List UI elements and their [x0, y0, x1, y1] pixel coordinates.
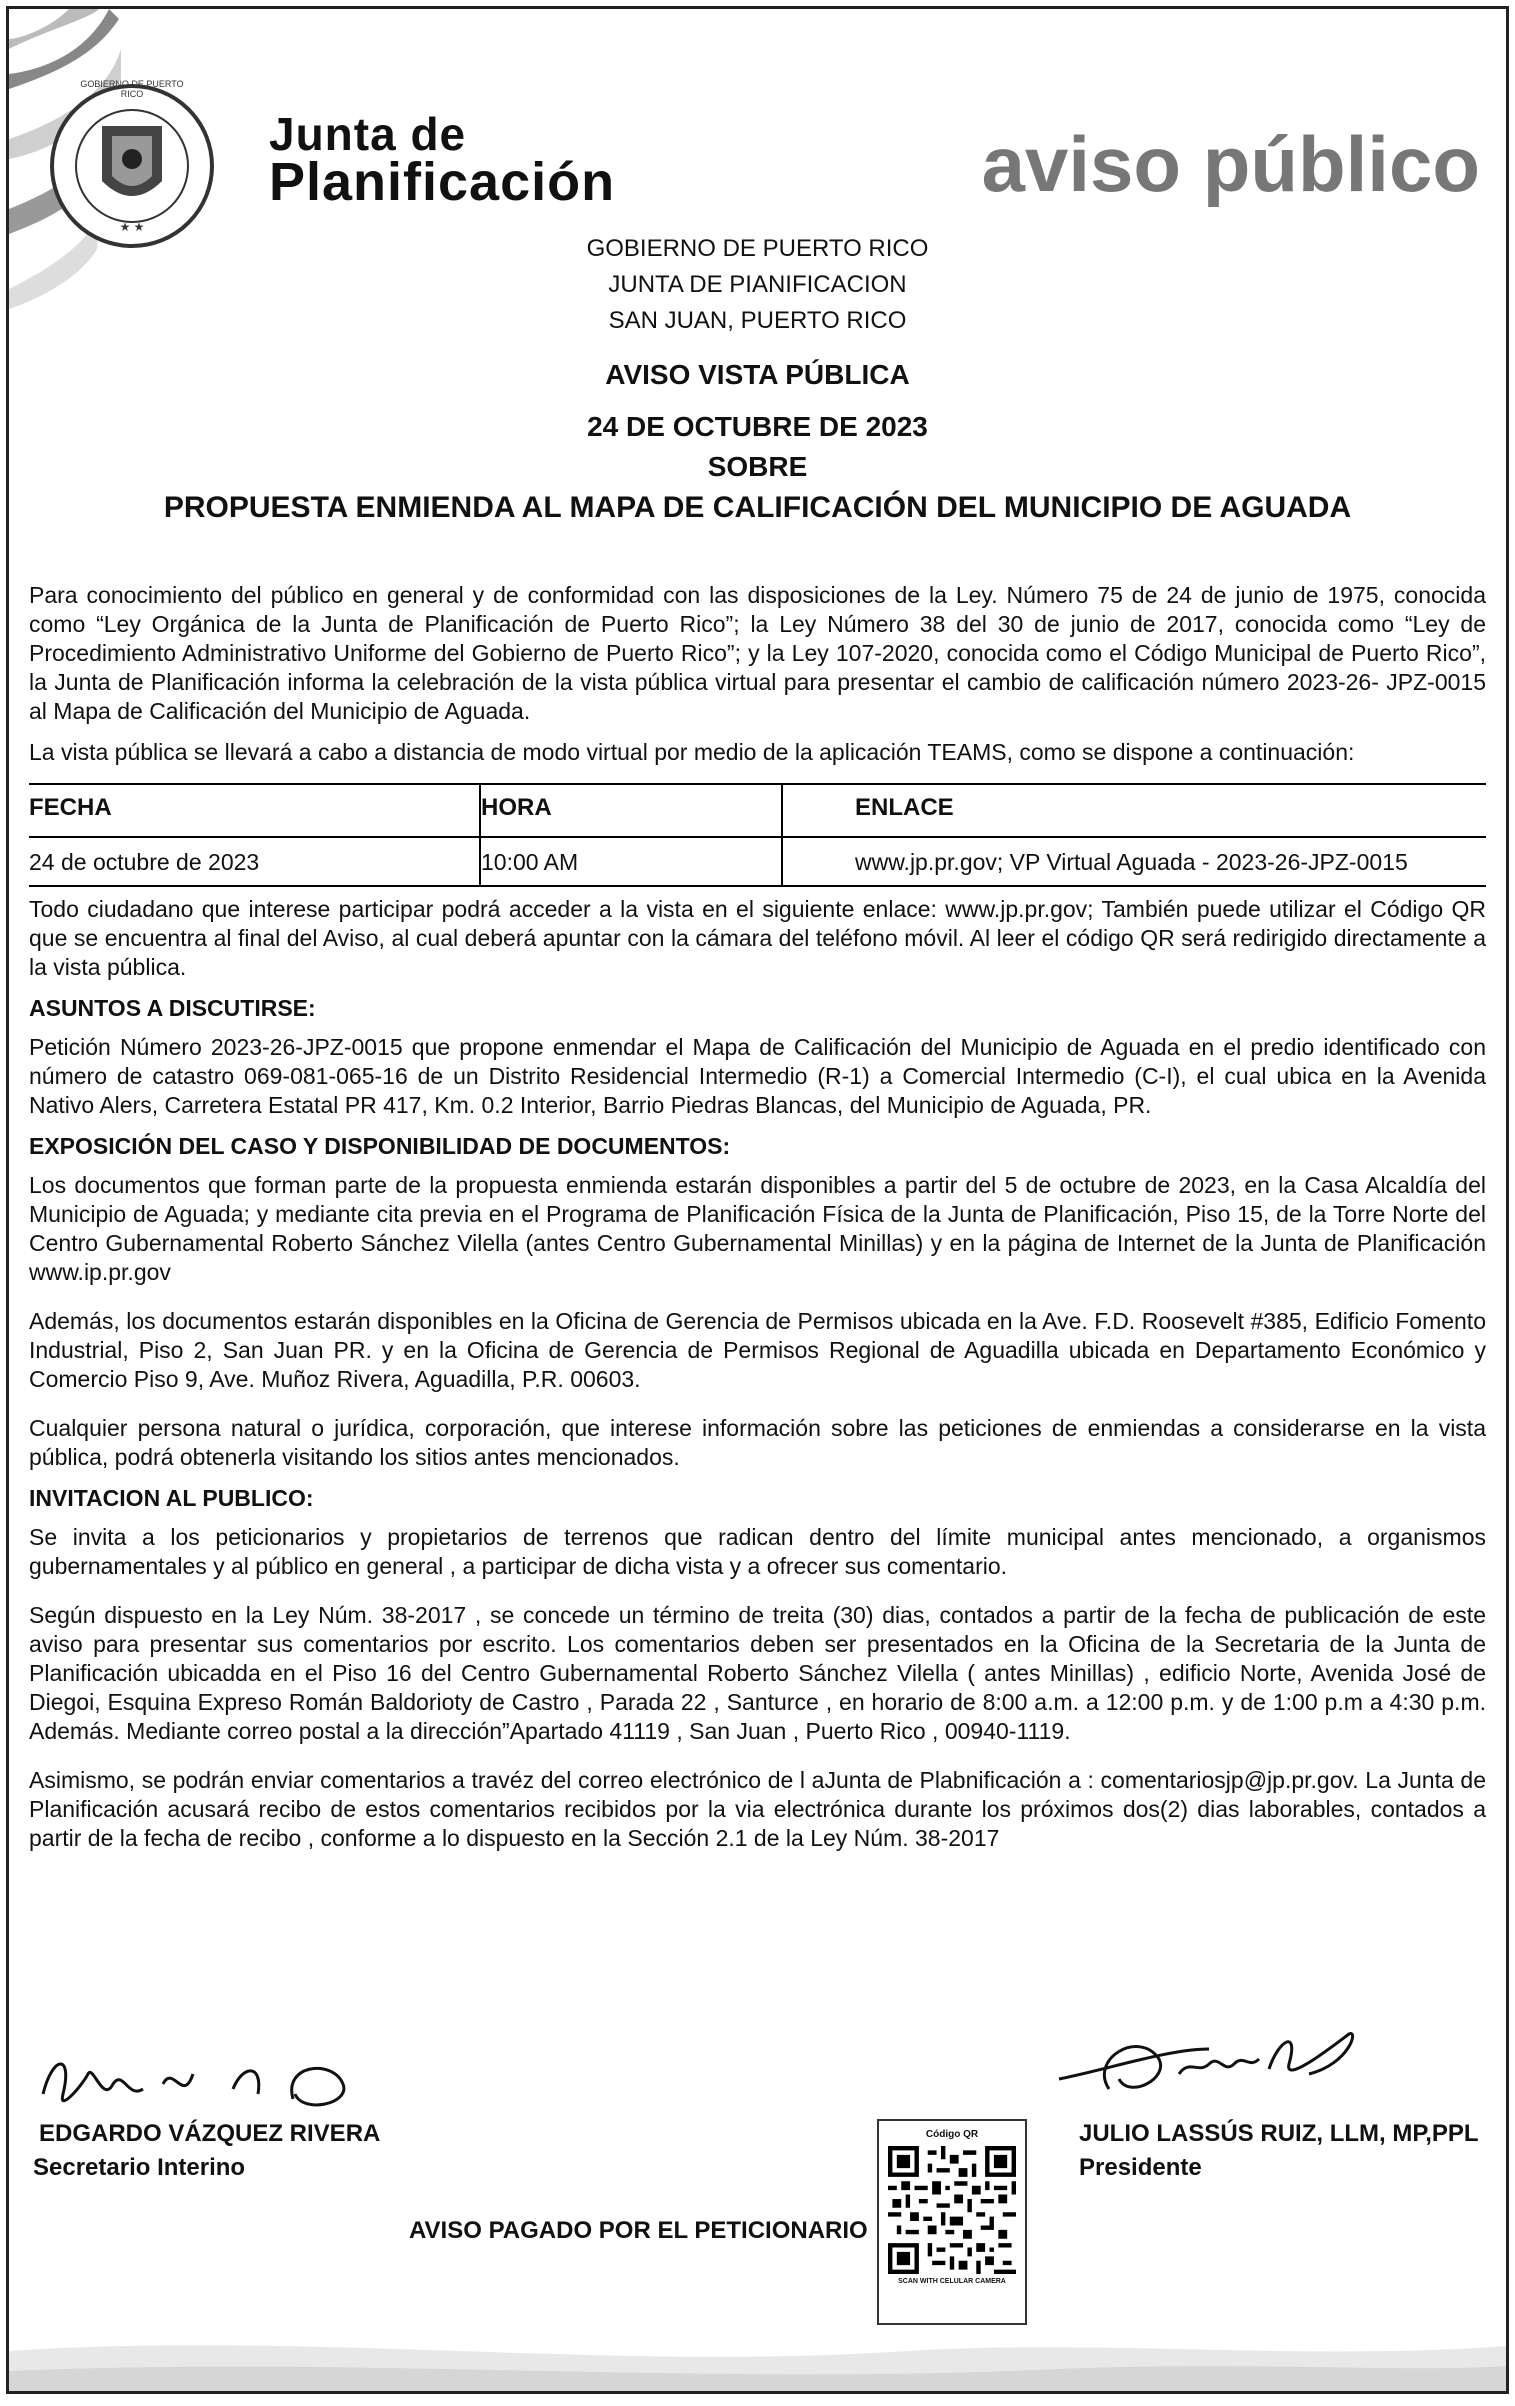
- notice-date: 24 DE OCTUBRE DE 2023: [587, 411, 928, 442]
- schedule-header-row: [29, 784, 1486, 837]
- asuntos-paragraph: Petición Número 2023-26-JPZ-0015 que propone enmendar el Mapa de Calificación del Municipio de Aguada en el predio identificado con número de catastro 069-081-065-16 de un Distrito Residencial Intermedio (R-1) a Comercial Intermedio (C-I), el cual ubica en la Avenida Nativo Alers, Carretera Estatal PR 417, Km. 0.2 Interior, Barrio Piedras Blancas, del Municipio de Aguada, PR.: [29, 1034, 1486, 1118]
- schedule-table: [29, 783, 1486, 887]
- qr-code-box[interactable]: [877, 2119, 1027, 2325]
- cell-fecha: 24 de octubre de 2023: [29, 837, 480, 886]
- invitacion-paragraph-1: Se invita a los peticionarios y propietarios de terrenos que radican dentro del límite municipal antes mencionado, a organismos gubernamentales y al público en general , a participar de dicha vista y a ofrecer sus comentario.: [29, 1524, 1486, 1579]
- brand-line-1: Junta de: [269, 108, 467, 160]
- signatory-right: [1079, 2117, 1479, 2185]
- asuntos-heading: ASUNTOS A DISCUTIRSE:: [29, 995, 316, 1021]
- notice-body: [29, 581, 1486, 1865]
- puerto-rico-seal-icon: [47, 81, 217, 251]
- qr-caption: Código QR: [925, 2129, 979, 2140]
- notice-title: AVISO VISTA PÚBLICA: [605, 359, 910, 390]
- gov-line-1: GOBIERNO DE PUERTO RICO: [586, 235, 929, 262]
- right-name: JULIO LASSÚS RUIZ, LLM, MP,PPL: [1079, 2120, 1479, 2147]
- brand-logo: [269, 108, 616, 212]
- signature-left: [33, 2044, 393, 2124]
- notice-header: [9, 231, 1506, 525]
- left-name: EDGARDO VÁZQUEZ RIVERA: [39, 2120, 381, 2147]
- invitacion-paragraph-3: Asimismo, se podrán enviar comentarios a travéz del correo electrónico de l aJunta de Plabnificación a : comentariosjp@jp.pr.gov. La Junta de Planificación acusará recibo de estos comentarios recibidos por la via electrónica durante los próximos dos(2) dias laborables, contados a partir de la fecha de recibo , conforme a lo dispuesto en la Sección 2.1 de la Ley Núm. 38-2017: [29, 1767, 1486, 1851]
- aviso-publico-banner: aviso público: [981, 120, 1480, 208]
- intro-paragraph: Para conocimiento del público en general y de conformidad con las disposiciones de la Ley. Número 75 de 24 de junio de 1975, conocida como “Ley Orgánica de la Junta de Planificación de Puerto Rico”; la Ley Número 38 del 30 de junio de 2017, conocida como “Ley de Procedimiento Administrativo Uniforme del Gobierno de Puerto Rico”; y la Ley 107-2020, conocida como el Código Municipal de Puerto Rico”, la Junta de Planificación informa la celebración de la vista pública virtual para presentar el cambio de calificación número 2023-26- JPZ-0015 al Mapa de Calificación del Municipio de Aguada.: [29, 582, 1486, 724]
- header-hora: HORA: [480, 784, 782, 837]
- exposicion-heading: EXPOSICIÓN DEL CASO Y DISPONIBILIDAD DE DOCUMENTOS:: [29, 1133, 731, 1159]
- brand-line-2: Planificación: [269, 152, 616, 212]
- exposicion-paragraph-2: Además, los documentos estarán disponibles en la Oficina de Gerencia de Permisos ubicada en la Ave. F.D. Roosevelt #385, Edificio Fomento Industrial, Piso 2, San Juan PR. y en la Oficina de Gerencia de Permisos Regional de Aguadilla ubicada en Departamento Económico y Comercio Piso 9, Ave. Muñoz Rivera, Aguadilla, P.R. 00603.: [29, 1308, 1486, 1392]
- schedule-row: [29, 837, 1486, 886]
- notice-proposal: PROPUESTA ENMIENDA AL MAPA DE CALIFICACIÓN DEL MUNICIPIO DE AGUADA: [163, 491, 1352, 524]
- paid-notice: AVISO PAGADO POR EL PETICIONARIO: [409, 2217, 868, 2244]
- notice-page: [6, 6, 1509, 2394]
- signatory-left: [33, 2117, 380, 2185]
- left-title: Secretario Interino: [33, 2154, 246, 2181]
- qr-footer: SCAN WITH CELULAR CAMERA: [898, 2278, 1006, 2285]
- right-title: Presidente: [1079, 2154, 1202, 2181]
- bottom-wave-decoration: [9, 2311, 1506, 2391]
- cell-enlace[interactable]: www.jp.pr.gov; VP Virtual Aguada - 2023-26-JPZ-0015: [782, 837, 1486, 886]
- access-paragraph: Todo ciudadano que interese participar podrá acceder a la vista en el siguiente enlace: www.jp.pr.gov; También puede utilizar el Código QR que se encuentra al final del Aviso, al cual deberá apuntar con la cámara del teléfono móvil. Al leer el código QR será redirigido directamente a la vista pública.: [29, 896, 1486, 980]
- header-fecha: FECHA: [29, 784, 480, 837]
- svg-text:★ ★: ★ ★: [119, 220, 145, 234]
- exposicion-paragraph-1: Los documentos que forman parte de la propuesta enmienda estarán disponibles a partir del 5 de octubre de 2023, en la Casa Alcaldía del Municipio de Aguada; y mediante cita previa en el Programa de Planificación Física de la Junta de Planificación, Piso 15, de la Torre Norte del Centro Gubernamental Roberto Sánchez Vilella (antes Centro Gubernamental Minillas) y en la página de Internet de la Junta de Planificación www.ip.pr.gov: [29, 1172, 1486, 1285]
- signature-right: [1049, 2019, 1379, 2109]
- invitacion-paragraph-2: Según dispuesto en la Ley Núm. 38-2017 , se concede un término de treita (30) dias, contados a partir de la fecha de publicación de este aviso para presentar sus comentarios por escrito. Los comentarios deben ser presentados en la Oficina de la Secretaria de la Junta de Planificación ubicadda en el Piso 16 del Centro Gubernamental Roberto Sánchez Vilella ( antes Minillas) , edificio Norte, Avenida José de Diegoi, Esquina Expreso Román Baldorioty de Castro , Parada 22 , Santurce , en horario de 8:00 a.m. a 12:00 p.m. y de 1:00 p.m a 4:30 p.m. Además. Mediante correo postal a la dirección”Apartado 41119 , San Juan , Puerto Rico , 00940-1119.: [29, 1602, 1486, 1744]
- cell-hora: 10:00 AM: [480, 837, 782, 886]
- header-enlace: ENLACE: [782, 784, 1486, 837]
- gov-line-3: SAN JUAN, PUERTO RICO: [608, 307, 907, 334]
- gov-line-2: JUNTA DE PIANIFICACION: [608, 271, 907, 298]
- qr-code-icon[interactable]: [888, 2146, 1016, 2274]
- notice-sobre: SOBRE: [707, 451, 808, 482]
- seal-text: GOBIERNO DE PUERTO RICO: [80, 79, 184, 99]
- exposicion-paragraph-3: Cualquier persona natural o jurídica, corporación, que interese información sobre las peticiones de enmiendas a considerarse en la vista pública, podrá obtenerla visitando los sitios antes mencionados.: [29, 1415, 1486, 1470]
- invitacion-heading: INVITACION AL PUBLICO:: [29, 1485, 314, 1511]
- intro-virtual-paragraph: La vista pública se llevará a cabo a distancia de modo virtual por medio de la aplicación TEAMS, como se dispone a continuación:: [29, 739, 1355, 765]
